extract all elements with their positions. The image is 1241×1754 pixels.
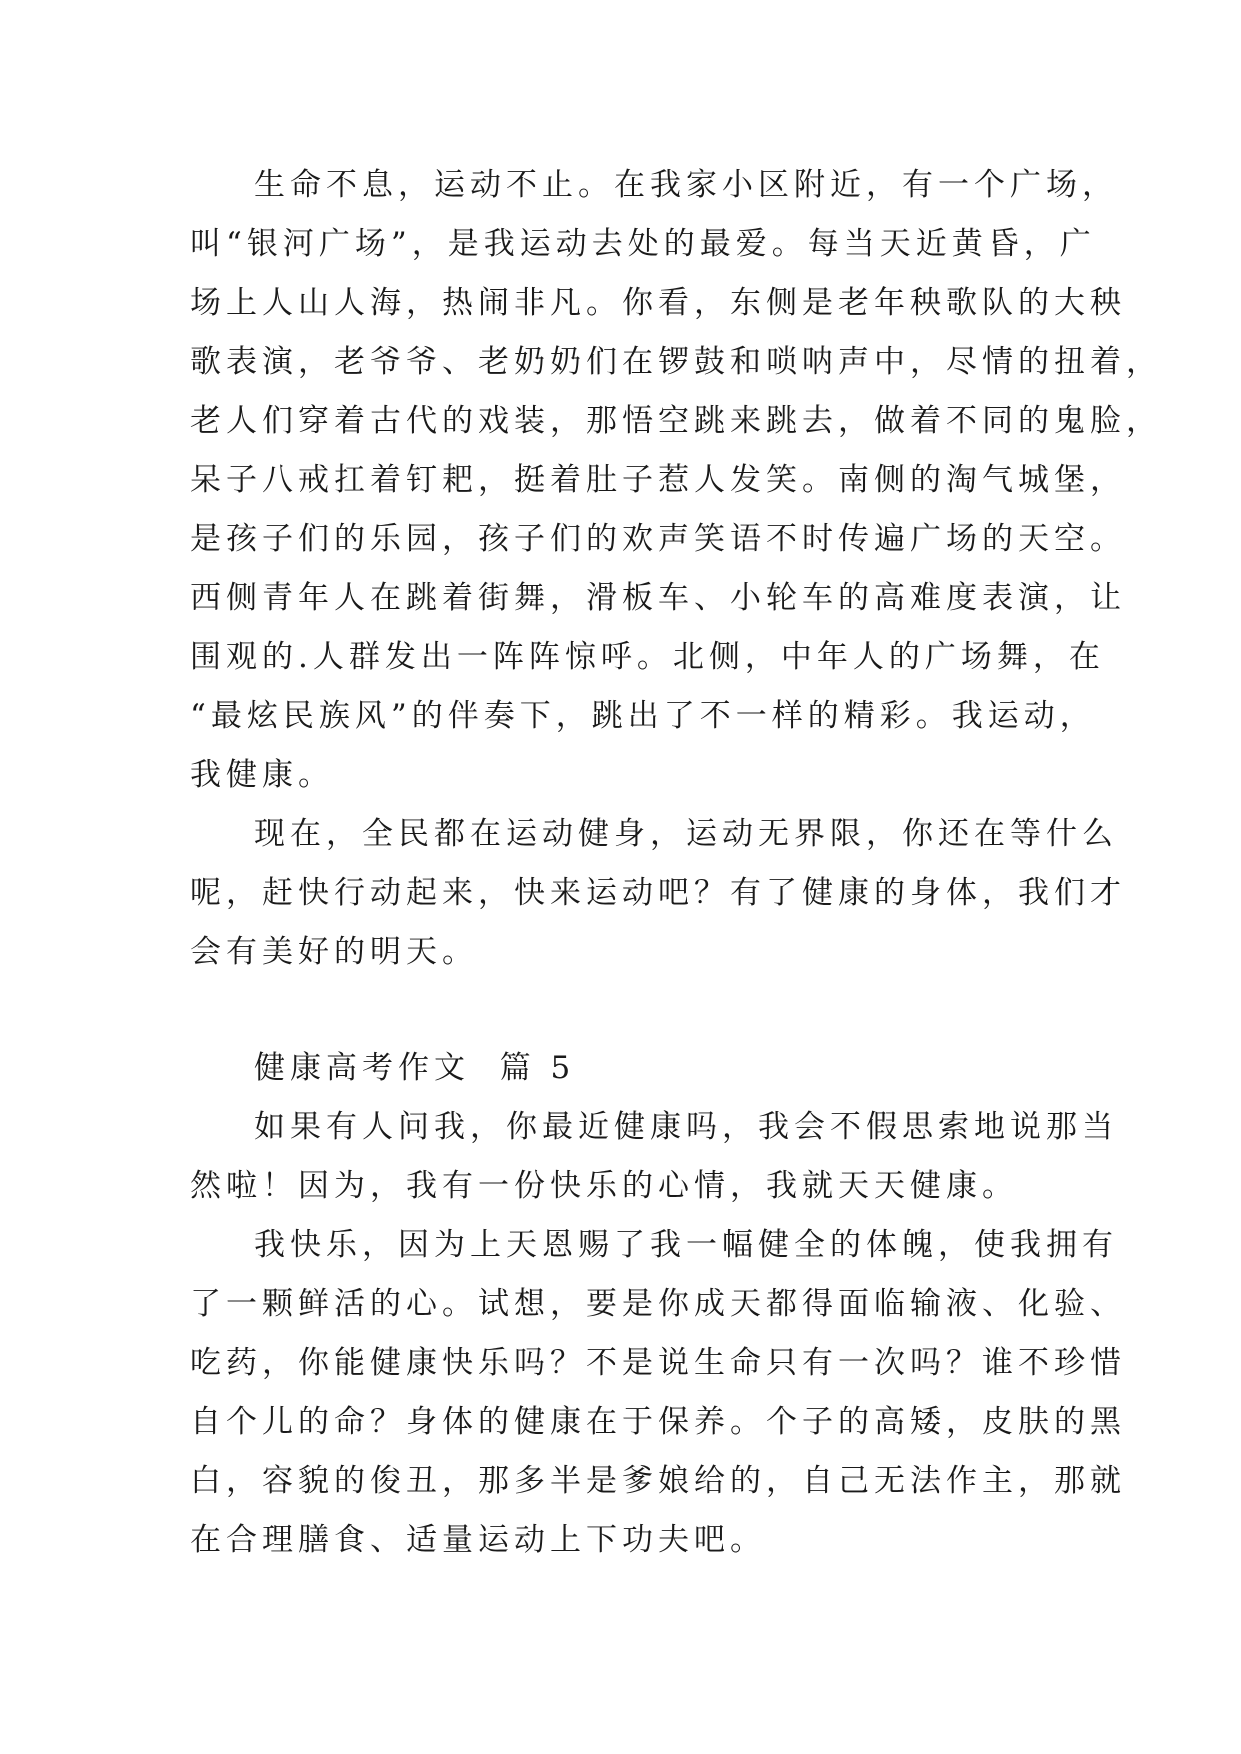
paragraph-1-line: 老人们穿着古代的戏装，那悟空跳来跳去，做着不同的鬼脸， xyxy=(190,403,1162,439)
paragraph-1-line: 围观的.人群发出一阵阵惊呼。北侧，中年人的广场舞，在 xyxy=(190,639,1105,675)
paragraph-1-line: “最炫民族风”的伴奏下，跳出了不一样的精彩。我运动， xyxy=(190,698,1096,734)
paragraph-1-line: 叫“银河广场”，是我运动去处的最爱。每当天近黄昏，广 xyxy=(190,226,1096,262)
paragraph-1-line: 我健康。 xyxy=(190,757,334,793)
paragraph-2-line: 现在，全民都在运动健身，运动无界限，你还在等什么 xyxy=(254,816,1118,852)
paragraph-1-line: 生命不息，运动不止。在我家小区附近，有一个广场， xyxy=(254,167,1118,203)
paragraph-3-line: 如果有人问我，你最近健康吗，我会不假思索地说那当 xyxy=(254,1109,1118,1145)
paragraph-1-line: 场上人山人海，热闹非凡。你看，东侧是老年秧歌队的大秧 xyxy=(190,285,1126,321)
paragraph-4-line: 了一颗鲜活的心。试想，要是你成天都得面临输液、化验、 xyxy=(190,1286,1126,1322)
paragraph-1-line: 呆子八戒扛着钉耙，挺着肚子惹人发笑。南侧的淘气城堡， xyxy=(190,462,1126,498)
paragraph-2-line: 呢，赶快行动起来，快来运动吧？有了健康的身体，我们才 xyxy=(190,875,1126,911)
section-heading: 健康高考作文 篇 5 xyxy=(254,1050,576,1086)
paragraph-1-line: 是孩子们的乐园，孩子们的欢声笑语不时传遍广场的天空。 xyxy=(190,521,1126,557)
paragraph-4-line: 我快乐，因为上天恩赐了我一幅健全的体魄，使我拥有 xyxy=(254,1227,1118,1263)
paragraph-1-line: 歌表演，老爷爷、老奶奶们在锣鼓和唢呐声中，尽情的扭着， xyxy=(190,344,1162,380)
paragraph-4-line: 在合理膳食、适量运动上下功夫吧。 xyxy=(190,1522,766,1558)
paragraph-1-line: 西侧青年人在跳着街舞，滑板车、小轮车的高难度表演，让 xyxy=(190,580,1126,616)
paragraph-2-line: 会有美好的明天。 xyxy=(190,934,478,970)
paragraph-4-line: 自个儿的命？身体的健康在于保养。个子的高矮，皮肤的黑 xyxy=(190,1404,1126,1440)
paragraph-4-line: 吃药，你能健康快乐吗？不是说生命只有一次吗？谁不珍惜 xyxy=(190,1345,1126,1381)
paragraph-3-line: 然啦！因为，我有一份快乐的心情，我就天天健康。 xyxy=(190,1168,1018,1204)
paragraph-4-line: 白，容貌的俊丑，那多半是爹娘给的，自己无法作主，那就 xyxy=(190,1463,1126,1499)
